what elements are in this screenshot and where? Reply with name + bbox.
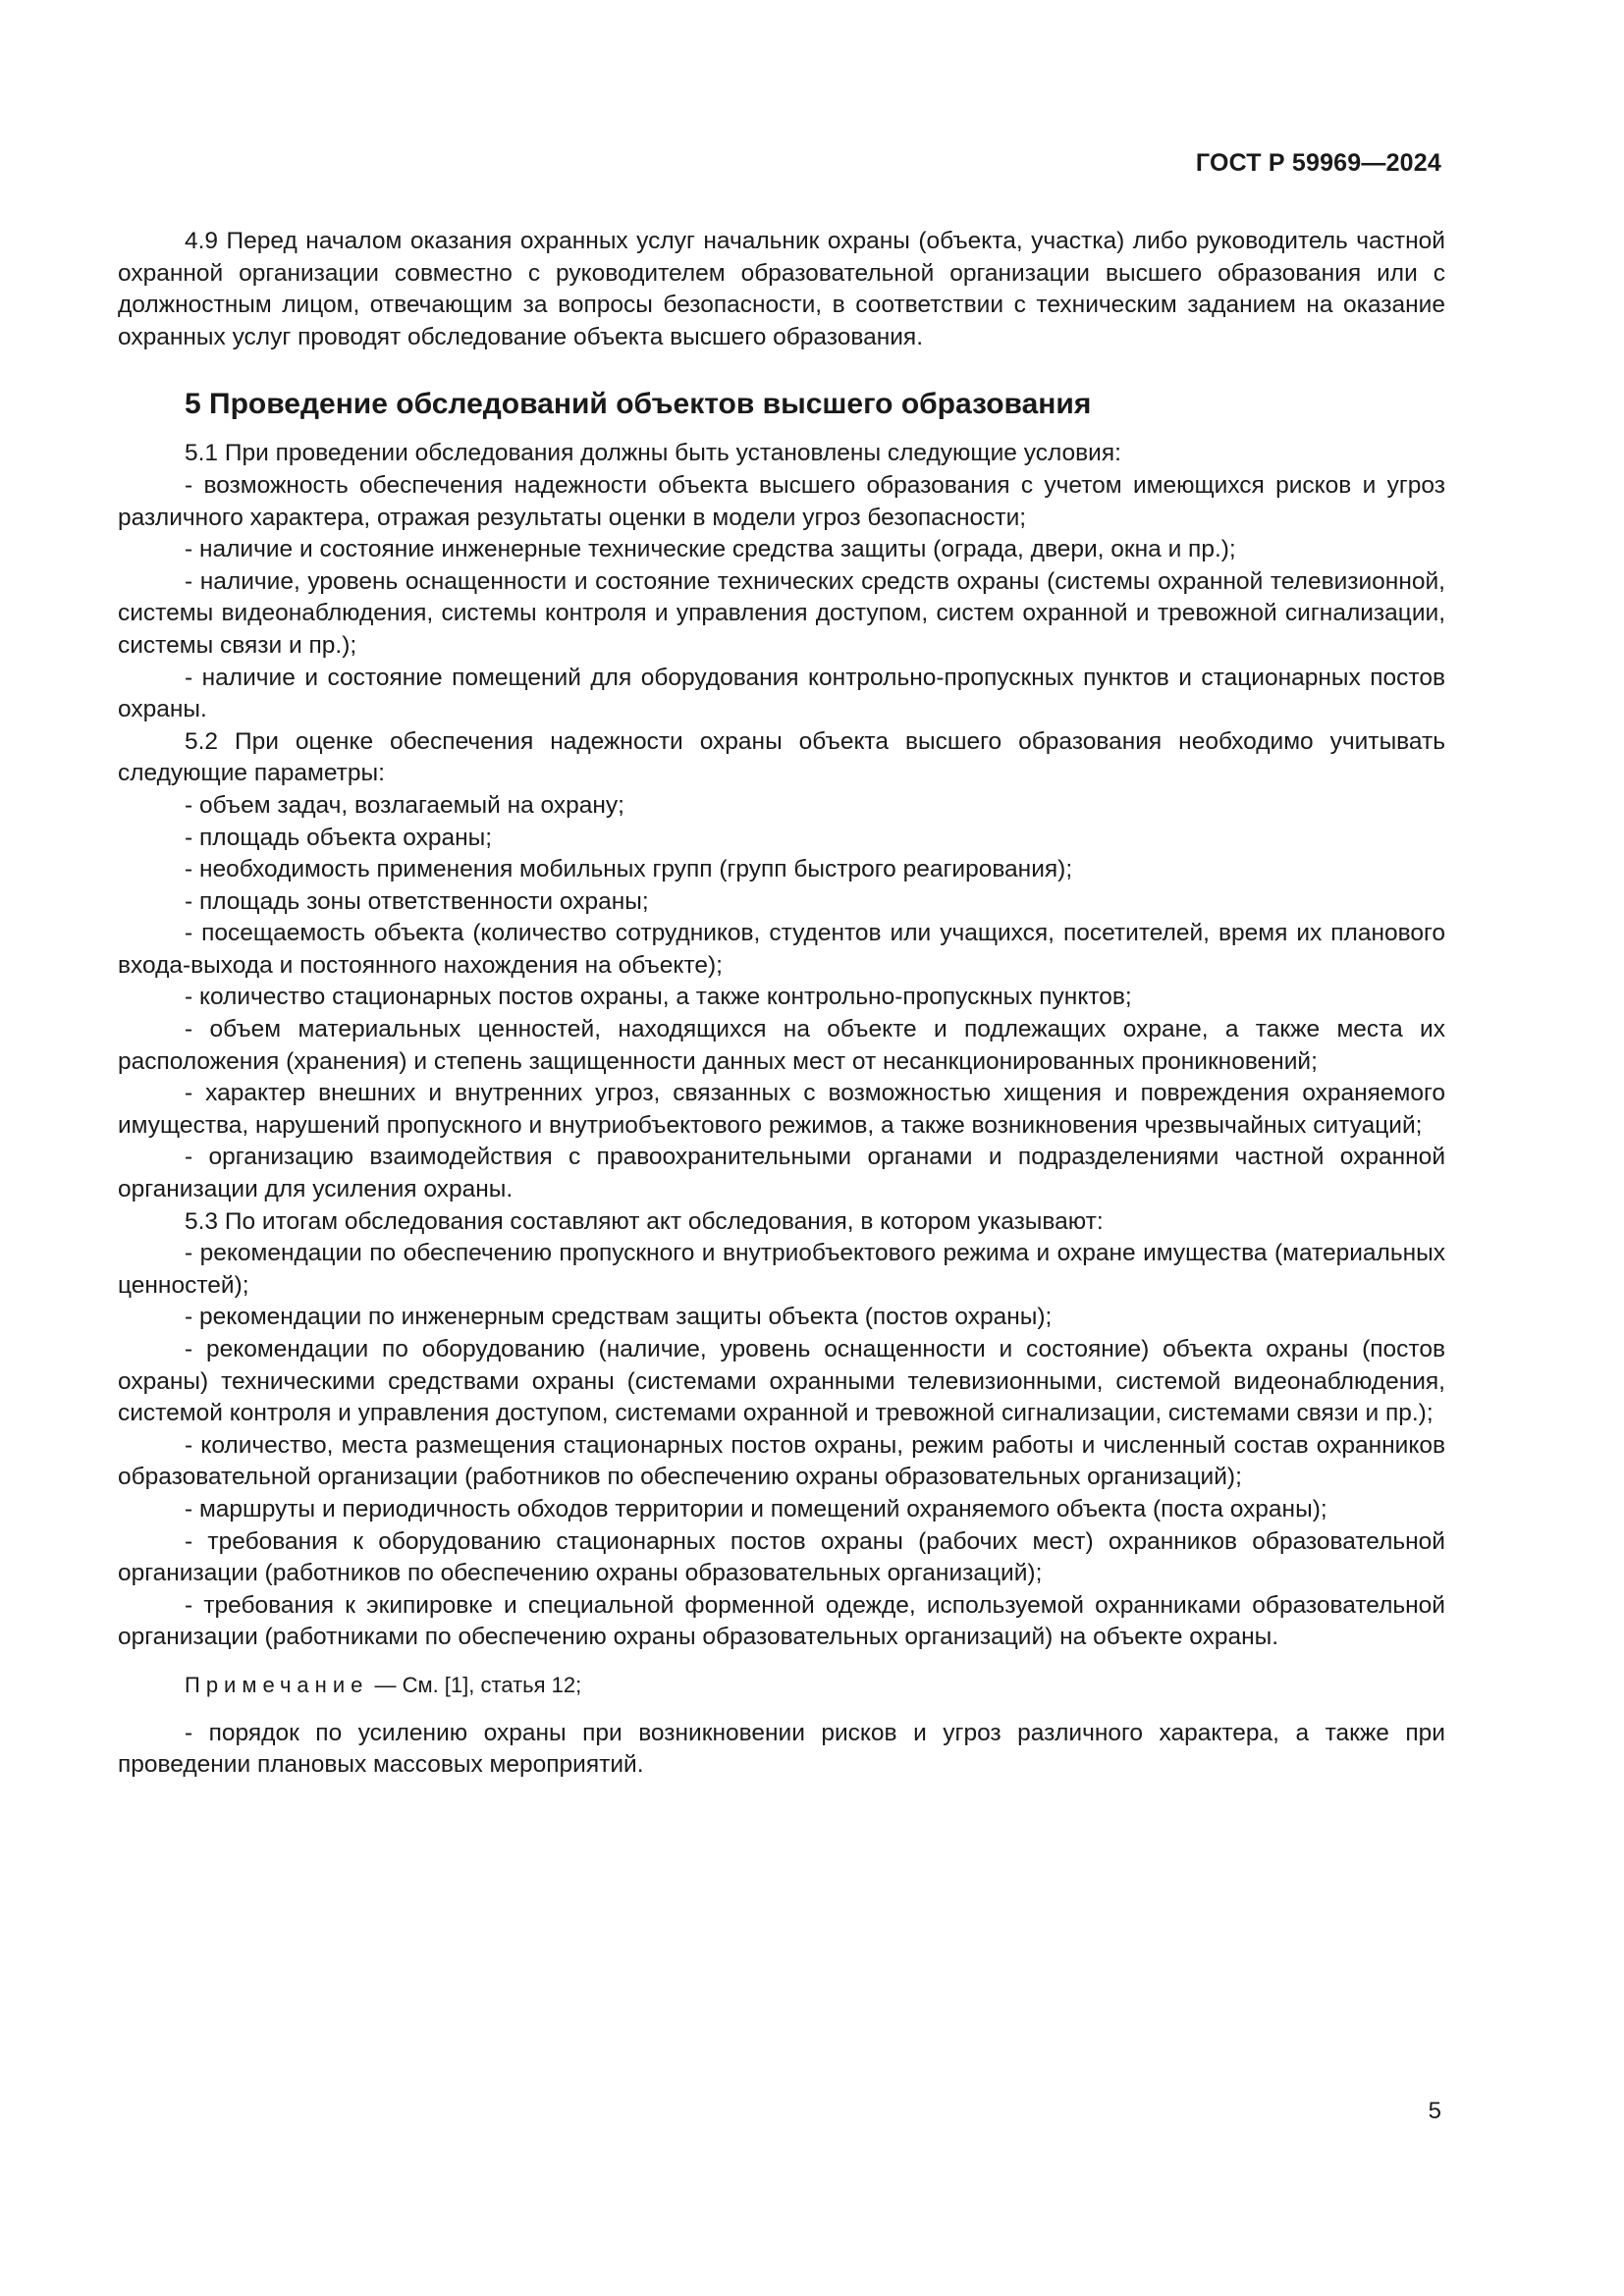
section-paragraph: - характер внешних и внутренних угроз, связанных с возможностью хищения и повреждения охраняемого имущества, нарушений пропускного и внутриобъектового режимов, а также возникновения чрезвычайных ситуаций; <box>118 1080 1445 1139</box>
section-paragraph: - наличие и состояние инженерные технические средства защиты (ограда, двери, окна и пр.); <box>185 536 1236 563</box>
section-paragraph: - необходимость применения мобильных групп (групп быстрого реагирования); <box>185 856 1073 883</box>
section-paragraph: - объем задач, возлагаемый на охрану; <box>185 791 624 819</box>
section-paragraph: - рекомендации по инженерным средствам защиты объекта (постов охраны); <box>185 1304 1053 1331</box>
section-paragraph: - организацию взаимодействия с правоохранительными органами и подразделениями частной охранной организации для усиления охраны. <box>118 1144 1445 1203</box>
section-paragraph: - количество стационарных постов охраны, а также контрольно-пропускных пунктов; <box>185 984 1132 1011</box>
section-paragraph: - наличие, уровень оснащенности и состояние технических средств охраны (системы охранной телевизионной, системы видеонаблюдения, системы контроля и управления доступом, систем охранной и тревожной сигнализации, системы связи и пр.); <box>118 567 1445 659</box>
note-text: — См. [1], статья 12; <box>368 1672 582 1697</box>
section-paragraph: 5.1 При проведении обследования должны быть установлены следующие условия: <box>185 440 1121 467</box>
paragraph-4-9: 4.9 Перед началом оказания охранных услуг начальник охраны (объекта, участка) либо руководитель частной охранной организации совместно с руководителем образовательной организации высшего образования или с должностным лицом, отвечающим за вопросы безопасности, в соответствии с техническим заданием на оказание охранных услуг проводят обследование объекта высшего образования. <box>118 228 1445 350</box>
note <box>118 1670 1445 1702</box>
section-paragraph: - требования к оборудованию стационарных постов охраны (рабочих мест) охранников образовательной организации (работников по обеспечению охраны образовательных организаций); <box>118 1527 1445 1587</box>
section-paragraph: 5.2 При оценке обеспечения надежности охраны объекта высшего образования необходимо учитывать следующие параметры: <box>118 727 1445 787</box>
section-title: 5 Проведение обследований объектов высшего образования <box>185 388 1092 421</box>
section-paragraph: 5.3 По итогам обследования составляют акт обследования, в котором указывают: <box>185 1207 1104 1235</box>
section-5-paragraphs <box>118 438 1445 1654</box>
section-paragraph: - количество, места размещения стационарных постов охраны, режим работы и численный состав охранников образовательной организации (работников по обеспечению охраны образовательных организаций); <box>118 1431 1445 1491</box>
section-paragraph: - площадь объекта охраны; <box>185 824 493 851</box>
section-paragraph: - наличие и состояние помещений для оборудования контрольно-пропускных пунктов и стационарных постов охраны. <box>118 664 1445 723</box>
document-body <box>118 226 1445 1782</box>
section-paragraph: - посещаемость объекта (количество сотрудников, студентов или учащихся, посетителей, время их планового входа-выхода и постоянного нахождения на объекте); <box>118 920 1445 979</box>
document-code-header: ГОСТ Р 59969—2024 <box>1195 149 1441 177</box>
section-paragraph: - объем материальных ценностей, находящихся на объекте и подлежащих охране, а также места их расположения (хранения) и степень защищенности данных мест от несанкционированных проникновений; <box>118 1016 1445 1075</box>
final-paragraph: - порядок по усилению охраны при возникновении рисков и угроз различного характера, а также при проведении плановых массовых мероприятий. <box>118 1719 1445 1779</box>
section-paragraph: - возможность обеспечения надежности объекта высшего образования с учетом имеющихся рисков и угроз различного характера, отражая результаты оценки в модели угроз безопасности; <box>118 471 1445 531</box>
section-paragraph: - рекомендации по оборудованию (наличие, уровень оснащенности и состояние) объекта охраны (постов охраны) техническими средствами охраны (системами охранными телевизионными, системой видеонаблюдения, системой контроля и управления доступом, системами охранной и тревожной сигнализации, системами связи и пр.); <box>118 1336 1445 1427</box>
note-label: Примечание <box>185 1672 369 1697</box>
page-number: 5 <box>1428 2098 1441 2124</box>
section-paragraph: - рекомендации по обеспечению пропускного и внутриобъектового режима и охране имущества (материальных ценностей); <box>118 1240 1445 1299</box>
section-paragraph: - требования к экипировке и специальной форменной одежде, используемой охранниками образовательной организации (работниками по обеспечению охраны образовательных организаций) на объекте охраны. <box>118 1591 1445 1651</box>
section-paragraph: - площадь зоны ответственности охраны; <box>185 887 649 915</box>
section-paragraph: - маршруты и периодичность обходов территории и помещений охраняемого объекта (поста охраны); <box>185 1495 1327 1522</box>
